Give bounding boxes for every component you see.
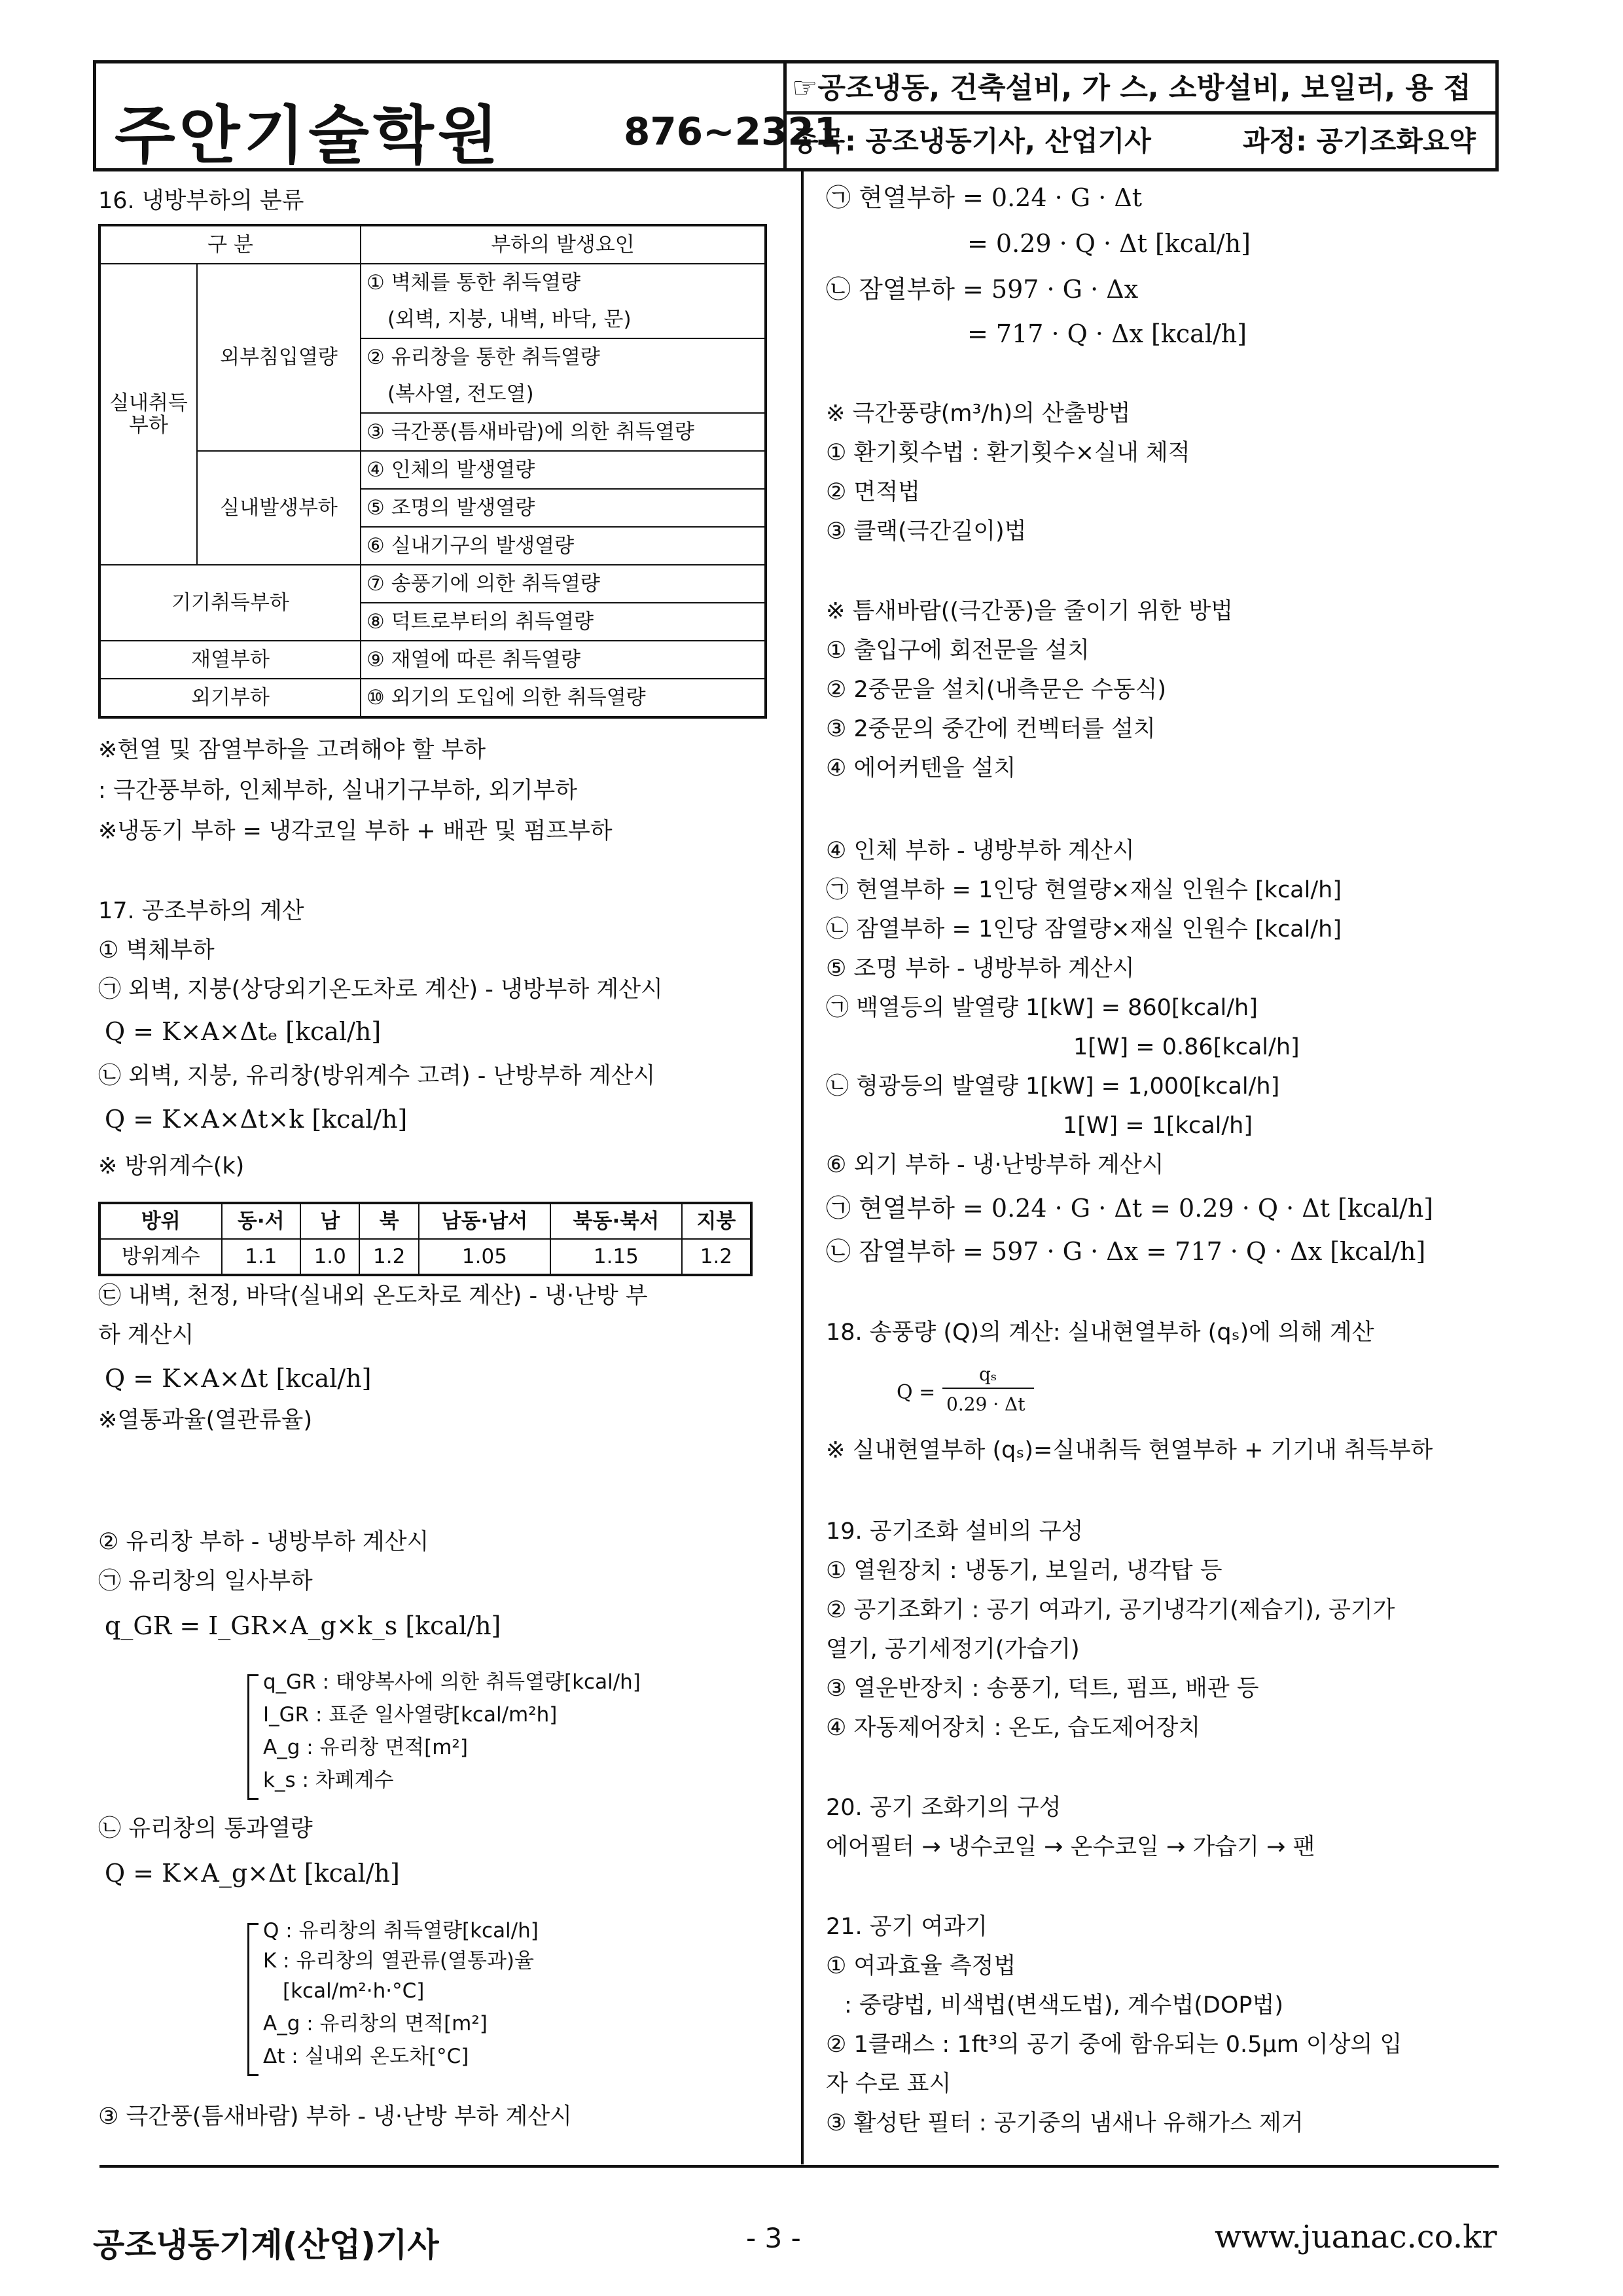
note: ※ 방위계수(k)	[98, 1153, 245, 1179]
table-header-cell: 북동·북서	[550, 1203, 682, 1239]
legend-item: Δt : 실내외 온도차[°C]	[263, 2045, 469, 2068]
equation: Q = K×A×Δtₑ [kcal/h]	[105, 1017, 382, 1046]
note: ※열통과율(열관류율)	[98, 1407, 313, 1433]
list-item: ① 환기횟수법 : 환기횟수×실내 체적	[826, 440, 1190, 466]
note: ※현열 및 잠열부하을 고려해야 할 부하	[98, 737, 486, 763]
list-item: ③ 열운반장치 : 송풍기, 덕트, 펌프, 배관 등	[826, 1676, 1259, 1702]
list-item: ④ 에어커텐을 설치	[826, 755, 1016, 781]
cat-reheat: 재열부하	[99, 641, 361, 679]
cat-outside: 외기부하	[99, 679, 361, 717]
list-item: ③ 클랙(극간길이)법	[826, 518, 1027, 545]
legend-brace	[247, 1923, 259, 2076]
legend-item: K : 유리창의 열관류(열통과)율	[263, 1949, 534, 1973]
table-cell: 1.0	[300, 1239, 359, 1275]
cat-indoor: 실내취득 부하	[99, 264, 197, 565]
table-header-cell: 남	[300, 1203, 359, 1239]
item: 1[W] = 0.86[kcal/h]	[1073, 1034, 1300, 1060]
course-label: 과정: 공기조화요약	[1243, 125, 1476, 157]
table-cell: 1.2	[359, 1239, 418, 1275]
table-header-category: 구 분	[99, 225, 361, 264]
table-cell: 1.1	[222, 1239, 301, 1275]
table-row: ⑥ 실내기구의 발생열량	[361, 527, 766, 565]
direction-coefficient-table	[98, 1202, 753, 1276]
item: ㉡ 잠열부하 = 1인당 잠열량×재실 인원수 [kcal/h]	[826, 916, 1342, 942]
table-header-cause: 부하의 발생요인	[361, 225, 766, 264]
table-row: ⑦ 송풍기에 의한 취득열량	[361, 565, 766, 603]
item: ㉠ 백열등의 발열량 1[kW] = 860[kcal/h]	[826, 995, 1258, 1021]
note: ※ 틈새바람((극간풍)을 줄이기 위한 방법	[826, 598, 1233, 624]
list-item: ② 1클래스 : 1ft³의 공기 중에 함유되는 0.5μm 이상의 입	[826, 2032, 1402, 2058]
equation: Q = K×A×Δt×k [kcal/h]	[105, 1105, 408, 1134]
item: ㉠ 외벽, 지붕(상당외기온도차로 계산) - 냉방부하 계산시	[98, 977, 663, 1003]
item: ⑤ 조명 부하 - 냉방부하 계산시	[826, 956, 1135, 982]
item: ② 유리창 부하 - 냉방부하 계산시	[98, 1529, 429, 1555]
legend-item: I_GR : 표준 일사열량[kcal/m²h]	[263, 1703, 558, 1727]
table-cell: 1.2	[682, 1239, 751, 1275]
page-number: - 3 -	[746, 2222, 801, 2254]
item: ⑥ 외기 부하 - 냉·난방부하 계산시	[826, 1152, 1164, 1178]
item: ㉠ 현열부하 = 1인당 현열량×재실 인원수 [kcal/h]	[826, 877, 1342, 903]
section-19-title: 19. 공기조화 설비의 구성	[826, 1518, 1084, 1545]
table-row: ⑤ 조명의 발생열량	[361, 489, 766, 527]
academy-banner	[96, 63, 841, 172]
flow-text: 에어필터 → 냉수코일 → 온수코일 → 가습기 → 팬	[826, 1834, 1315, 1860]
table-cell: 1.05	[419, 1239, 550, 1275]
equation-denominator: 0.29 · Δt	[946, 1393, 1026, 1415]
item: ㉢ 내벽, 천정, 바닥(실내외 온도차로 계산) - 냉·난방 부	[98, 1283, 648, 1309]
table-row: ② 유리창을 통한 취득열량	[361, 338, 766, 376]
table-header-cell: 북	[359, 1203, 418, 1239]
subjects-list: ☞공조냉동, 건축설비, 가 스, 소방설비, 보일러, 용 접	[787, 63, 1495, 115]
equation: Q = K×A_g×Δt [kcal/h]	[105, 1859, 400, 1888]
item: ① 벽체부하	[98, 937, 215, 963]
item: ④ 인체 부하 - 냉방부하 계산시	[826, 838, 1135, 864]
list-item: 자 수로 표시	[826, 2071, 952, 2097]
legend-brace	[247, 1674, 259, 1800]
academy-logo: 주안기술학원	[115, 99, 503, 172]
equation: ㉡ 잠열부하 = 597 · G · Δx = 717 · Q · Δx [kcal/h]	[826, 1237, 1426, 1266]
column-divider	[801, 171, 804, 2164]
section-18-title: 18. 송풍량 (Q)의 계산: 실내현열부하 (qₛ)에 의해 계산	[826, 1319, 1374, 1346]
list-item: ① 여과효율 측정법	[826, 1953, 1016, 1979]
course-info	[787, 115, 1495, 168]
equation: ㉡ 잠열부하 = 597 · G · Δx	[826, 275, 1139, 304]
category-label: 종목: 공조냉동기사, 산업기사	[792, 125, 1151, 157]
list-item: ② 면적법	[826, 479, 920, 505]
list-item: ④ 자동제어장치 : 온도, 습도제어장치	[826, 1715, 1201, 1741]
item: ③ 극간풍(틈새바람) 부하 - 냉·난방 부하 계산시	[98, 2104, 572, 2130]
page-header	[93, 60, 1499, 171]
legend-item: Q : 유리창의 취득열량[kcal/h]	[263, 1919, 539, 1943]
item: ㉡ 외벽, 지붕, 유리창(방위계수 고려) - 난방부하 계산시	[98, 1063, 656, 1089]
table-row: ③ 극간풍(틈새바람)에 의한 취득열량	[361, 413, 766, 451]
section-20-title: 20. 공기 조화기의 구성	[826, 1795, 1061, 1821]
cat-machine: 기기취득부하	[99, 565, 361, 641]
note: : 극간풍부하, 인체부하, 실내기구부하, 외기부하	[98, 778, 578, 804]
legend-item: [kcal/m²·h·°C]	[283, 1979, 425, 2003]
item: ㉡ 형광등의 발열량 1[kW] = 1,000[kcal/h]	[826, 1073, 1280, 1100]
table-header-cell: 지붕	[682, 1203, 751, 1239]
list-item: ③ 2중문의 중간에 컨벡터를 설치	[826, 716, 1156, 742]
list-item: 열기, 공기세정기(가습기)	[826, 1636, 1080, 1662]
equation: q_GR = I_GR×A_g×k_s [kcal/h]	[105, 1611, 501, 1640]
list-item: ③ 활성탄 필터 : 공기중의 냄새나 유해가스 제거	[826, 2110, 1304, 2136]
list-item: ① 출입구에 회전문을 설치	[826, 637, 1090, 664]
footer-rule	[99, 2165, 1499, 2168]
table-cell: 방위계수	[99, 1239, 222, 1275]
table-row: (외벽, 지붕, 내벽, 바닥, 문)	[361, 301, 766, 338]
item: 하 계산시	[98, 1322, 194, 1348]
table-header-cell: 방위	[99, 1203, 222, 1239]
footer-title: 공조냉동기계(산업)기사	[93, 2226, 439, 2264]
equation: Q = K×A×Δt [kcal/h]	[105, 1364, 372, 1393]
academy-phone: 876~2321	[624, 109, 841, 154]
legend-item: A_g : 유리창 면적[m²]	[263, 1736, 468, 1759]
fraction-bar	[942, 1388, 1034, 1389]
item: ㉠ 유리창의 일사부하	[98, 1568, 313, 1594]
equation: ㉠ 현열부하 = 0.24 · G · Δt	[826, 183, 1143, 212]
equation: = 0.29 · Q · Δt [kcal/h]	[967, 229, 1251, 258]
item: ㉡ 유리창의 통과열량	[98, 1816, 313, 1842]
table-header-cell: 동·서	[222, 1203, 301, 1239]
section-17-title: 17. 공조부하의 계산	[98, 898, 304, 924]
list-item: ② 2중문을 설치(내측문은 수동식)	[826, 677, 1167, 703]
table-row: ① 벽체를 통한 취득열량	[361, 264, 766, 301]
table-header-cell: 남동·남서	[419, 1203, 550, 1239]
note: ※ 극간풍량(m³/h)의 산출방법	[826, 401, 1131, 427]
equation-lhs: Q =	[897, 1381, 936, 1404]
item: 1[W] = 1[kcal/h]	[1063, 1113, 1253, 1139]
sub-outer: 외부침입열량	[197, 264, 361, 451]
equation: = 717 · Q · Δx [kcal/h]	[967, 319, 1247, 348]
list-item: ② 공기조화기 : 공기 여과기, 공기냉각기(제습기), 공기가	[826, 1597, 1395, 1623]
table-row: ④ 인체의 발생열량	[361, 451, 766, 489]
legend-item: q_GR : 태양복사에 의한 취득열량[kcal/h]	[263, 1670, 641, 1694]
cooling-load-table	[98, 224, 767, 719]
section-16-title: 16. 냉방부하의 분류	[98, 188, 304, 214]
footer-url[interactable]: www.juanac.co.kr	[1215, 2219, 1497, 2255]
table-row: ⑩ 외기의 도입에 의한 취득열량	[361, 679, 766, 717]
legend-item: k_s : 차폐계수	[263, 1768, 394, 1792]
list-item: ① 열원장치 : 냉동기, 보일러, 냉각탑 등	[826, 1558, 1222, 1584]
note: ※ 실내현열부하 (qₛ)=실내취득 현열부하 + 기기내 취득부하	[826, 1437, 1433, 1463]
table-cell: 1.15	[550, 1239, 682, 1275]
table-row: ⑨ 재열에 따른 취득열량	[361, 641, 766, 679]
sub-inner: 실내발생부하	[197, 451, 361, 565]
equation: ㉠ 현열부하 = 0.24 · G · Δt = 0.29 · Q · Δt [kcal/h]	[826, 1194, 1434, 1223]
table-row: (복사열, 전도열)	[361, 376, 766, 413]
note: ※냉동기 부하 = 냉각코일 부하 + 배관 및 펌프부하	[98, 818, 613, 844]
legend-item: A_g : 유리창의 면적[m²]	[263, 2012, 488, 2036]
table-row: ⑧ 덕트로부터의 취득열량	[361, 603, 766, 641]
equation-numerator: qₛ	[979, 1363, 997, 1385]
list-item: : 중량법, 비색법(변색도법), 계수법(DOP법)	[844, 1992, 1283, 2018]
section-21-title: 21. 공기 여과기	[826, 1914, 988, 1940]
